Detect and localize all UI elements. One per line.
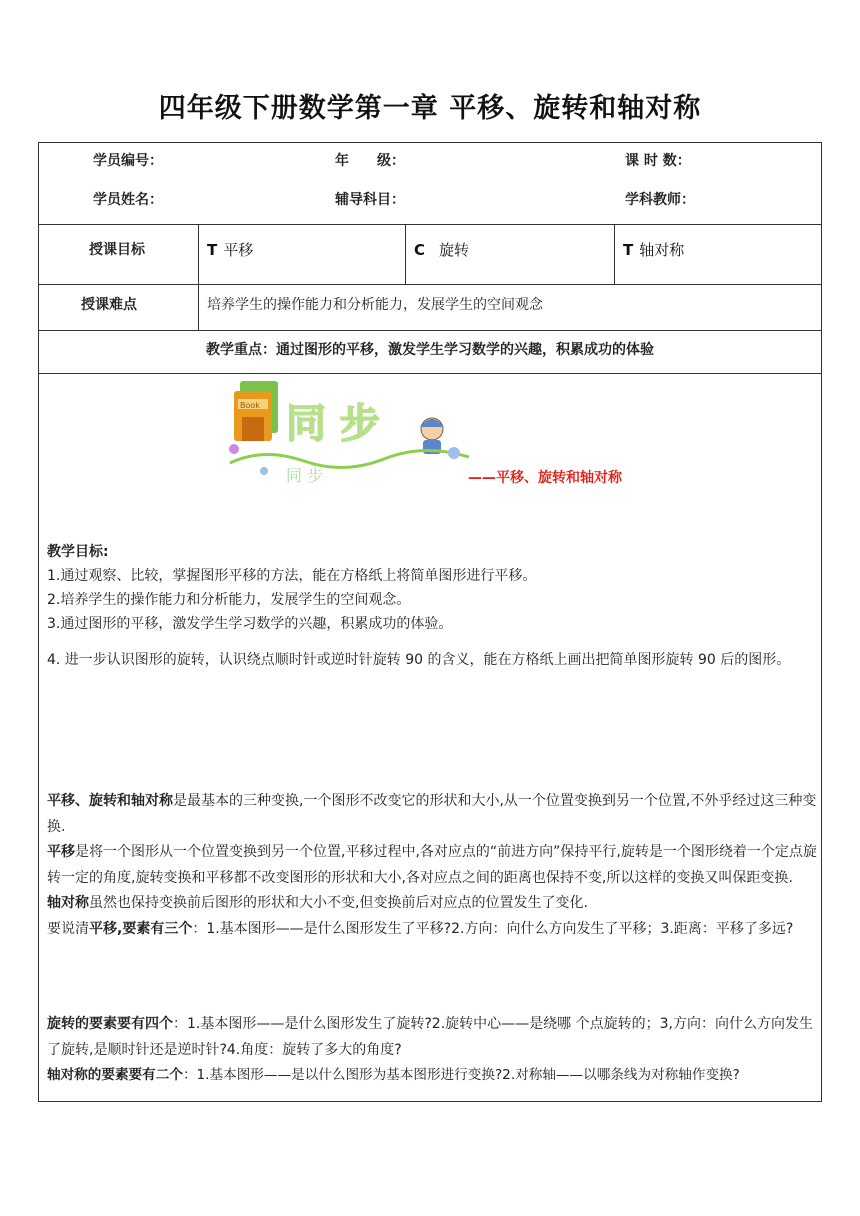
banner-subtitle: ——平移、旋转和轴对称 bbox=[468, 470, 622, 486]
objective-mark: C bbox=[414, 241, 426, 259]
logo-reflection: 同 步 bbox=[286, 466, 324, 485]
objective-translation: T 平移 bbox=[207, 241, 254, 259]
child-figure-icon bbox=[420, 418, 444, 454]
key-point: 教学重点：通过图形的平移，激发学生学习数学的兴趣，积累成功的体验 bbox=[206, 342, 654, 358]
page-title: 四年级下册数学第一章 平移、旋转和轴对称 bbox=[158, 93, 702, 124]
para-symmetry-elements: 轴对称的要素要有二个：1.基本图形——是以什么图形为基本图形进行变换?2.对称轴——以哪条线为对称轴作变换? bbox=[47, 1067, 740, 1083]
goal-item-1: 1.通过观察、比较，掌握图形平移的方法，能在方格纸上将简单图形进行平移。 bbox=[47, 568, 537, 584]
row-divider bbox=[39, 330, 821, 331]
goals-section bbox=[47, 540, 817, 636]
row-divider bbox=[39, 224, 821, 225]
subject-label: 辅导科目： bbox=[335, 192, 405, 208]
goals-heading: 教学目标: bbox=[47, 544, 109, 560]
svg-text:Book: Book bbox=[240, 401, 260, 410]
student-name-label: 学员姓名： bbox=[93, 192, 163, 208]
col-divider bbox=[614, 224, 615, 284]
para-translation-elements: 要说清平移,要素有三个：1.基本图形——是什么图形发生了平移?2.方向：向什么方向发生了平移；3.距离：平移了多远? bbox=[47, 920, 794, 937]
book-icon bbox=[234, 381, 278, 441]
student-id-label: 学员编号： bbox=[93, 153, 163, 169]
lesson-table bbox=[38, 142, 822, 1102]
para-three-transforms: 平移、旋转和轴对称是最基本的三种变换,一个图形不改变它的形状和大小,从一个位置变换到另一个位置,不外乎经过这三种变换. bbox=[47, 793, 817, 835]
objective-rotation: C 旋转 bbox=[414, 241, 470, 259]
body-text-2 bbox=[47, 1012, 817, 1089]
difficulty-text: 培养学生的操作能力和分析能力，发展学生的空间观念 bbox=[207, 297, 543, 313]
objectives-label: 授课目标 bbox=[89, 242, 145, 258]
row-divider bbox=[39, 284, 821, 285]
objective-mark: T bbox=[207, 241, 218, 259]
grade-label: 年 级： bbox=[335, 153, 405, 169]
para-translation: 平移是将一个图形从一个位置变换到另一个位置,平移过程中,各对应点的“前进方向”保持平行,旋转是一个图形绕着一个定点旋转一定的角度,旋转变换和平移都不改变图形的形状和大小,各对应点之间的距离也保持不变,所以这样的变换又叫保距变换. bbox=[47, 844, 817, 886]
tongbu-banner bbox=[224, 377, 474, 485]
teacher-label: 学科教师： bbox=[625, 192, 695, 208]
lesson-count-label: 课 时 数： bbox=[625, 153, 691, 169]
col-divider bbox=[198, 224, 199, 330]
col-divider bbox=[405, 224, 406, 284]
goal-item-2: 2.培养学生的操作能力和分析能力，发展学生的空间观念。 bbox=[47, 592, 411, 608]
row-divider bbox=[39, 373, 821, 374]
objective-symmetry: T 轴对称 bbox=[623, 241, 685, 259]
body-text bbox=[47, 789, 817, 942]
para-symmetry: 轴对称虽然也保持变换前后图形的形状和大小不变,但变换前后对应点的位置发生了变化. bbox=[47, 895, 588, 911]
objective-mark: T bbox=[623, 241, 634, 259]
goal-item-3: 3.通过图形的平移，激发学生学习数学的兴趣，积累成功的体验。 bbox=[47, 616, 453, 632]
difficulty-label: 授课难点 bbox=[81, 297, 137, 313]
goal-item-4: 4. 进一步认识图形的旋转，认识绕点顺时针或逆时针旋转 90 的含义，能在方格纸上画出把简单图形旋转 90 后的图形。 bbox=[47, 652, 791, 668]
para-rotation-elements: 旋转的要素要有四个：1.基本图形——是什么图形发生了旋转?2.旋转中心——是绕哪 个点旋转的；3,方向：向什么方向发生了旋转,是顺时针还是逆时针?4.角度：旋转了多大的角度? bbox=[47, 1016, 813, 1058]
logo-text: 同 步 bbox=[286, 401, 380, 447]
